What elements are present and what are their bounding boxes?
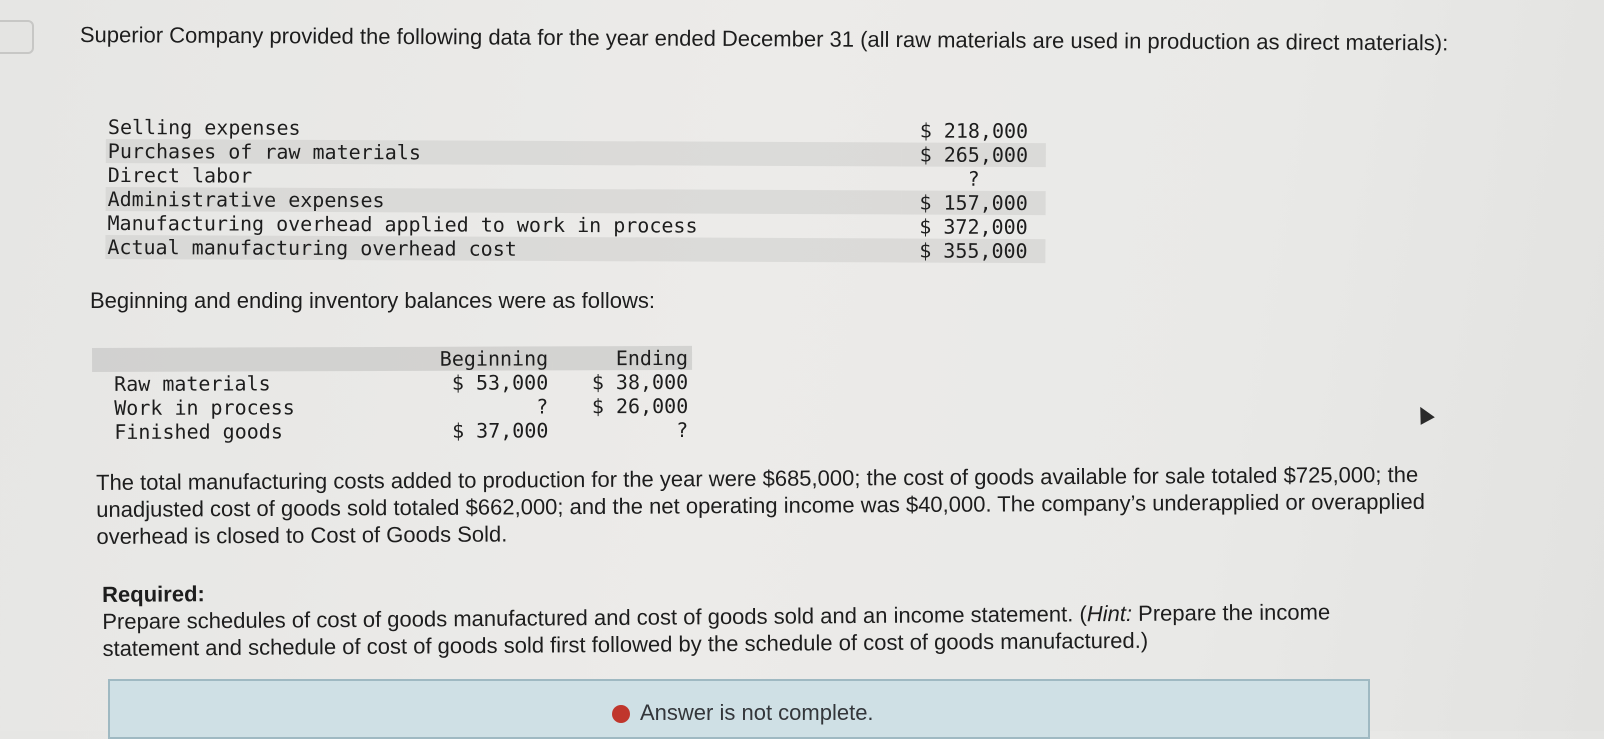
- required-text-part1: Prepare schedules of cost of goods manufactured and cost of goods sold and an income statement. (: [102, 601, 1087, 634]
- beginning-value: ?: [536, 394, 549, 419]
- edge-checkbox: [0, 20, 34, 54]
- inventory-label: Raw materials: [114, 371, 271, 396]
- beginning-value: $ 37,000: [452, 418, 549, 443]
- required-section: [102, 572, 1433, 662]
- row-label: Direct labor: [107, 163, 253, 188]
- answer-status-text: Answer is not complete.: [640, 700, 874, 725]
- row-value: $ 265,000: [902, 142, 1046, 167]
- intro-text: Superior Company provided the following data for the year ended December 31 (all raw materials are used in production as direct materials):: [79, 21, 1449, 56]
- row-label: Selling expenses: [107, 115, 301, 140]
- table-row: [92, 418, 692, 444]
- inventory-table: [92, 346, 692, 444]
- mouse-cursor-icon: [1413, 403, 1435, 425]
- header-blank: [92, 347, 422, 372]
- inventory-header-row: [92, 346, 692, 372]
- inventory-heading: Beginning and ending inventory balances were as follows:: [90, 288, 656, 313]
- row-value: $ 355,000: [901, 238, 1045, 263]
- row-label: Administrative expenses: [106, 187, 902, 214]
- cost-data-table: [105, 115, 1046, 263]
- table-row: [92, 370, 692, 396]
- inventory-label: Finished goods: [114, 419, 283, 444]
- required-text: [102, 598, 1432, 662]
- answer-status: [612, 700, 874, 726]
- required-text-part2: Prepare the income statement and schedule of cost of goods sold first followed by the schedule of cost of goods manufactured.): [102, 599, 1331, 661]
- required-title: Required:: [102, 581, 205, 607]
- table-row: [105, 235, 1045, 263]
- inventory-label: Work in process: [114, 395, 295, 420]
- ending-value: ?: [676, 417, 689, 442]
- row-label: Actual manufacturing overhead cost: [105, 235, 901, 262]
- row-value: $ 218,000: [919, 118, 1029, 144]
- hint-label: Hint:: [1086, 600, 1133, 627]
- summary-text: The total manufacturing costs added to production for the year were $685,000; the cost of goods available for sale totaled $725,000; the unadjusted cost of goods sold totaled $662,000; and the net operating income was $40,000. The company’s underapplied or overapplied overhead is closed to Cost of Goods Sold.: [96, 461, 1425, 549]
- ending-value: $ 38,000: [591, 369, 689, 395]
- row-value: $ 157,000: [902, 190, 1046, 215]
- row-label: Manufacturing overhead applied to work in process: [107, 211, 698, 238]
- table-row: [92, 394, 692, 420]
- row-value: $ 372,000: [919, 214, 1028, 240]
- row-value: ?: [967, 166, 980, 191]
- warning-icon: [612, 705, 630, 723]
- ending-value: $ 26,000: [591, 393, 689, 419]
- col-beginning: Beginning: [439, 346, 549, 371]
- row-label: Purchases of raw materials: [106, 139, 902, 166]
- beginning-value: $ 53,000: [451, 370, 549, 395]
- col-ending: Ending: [615, 345, 689, 371]
